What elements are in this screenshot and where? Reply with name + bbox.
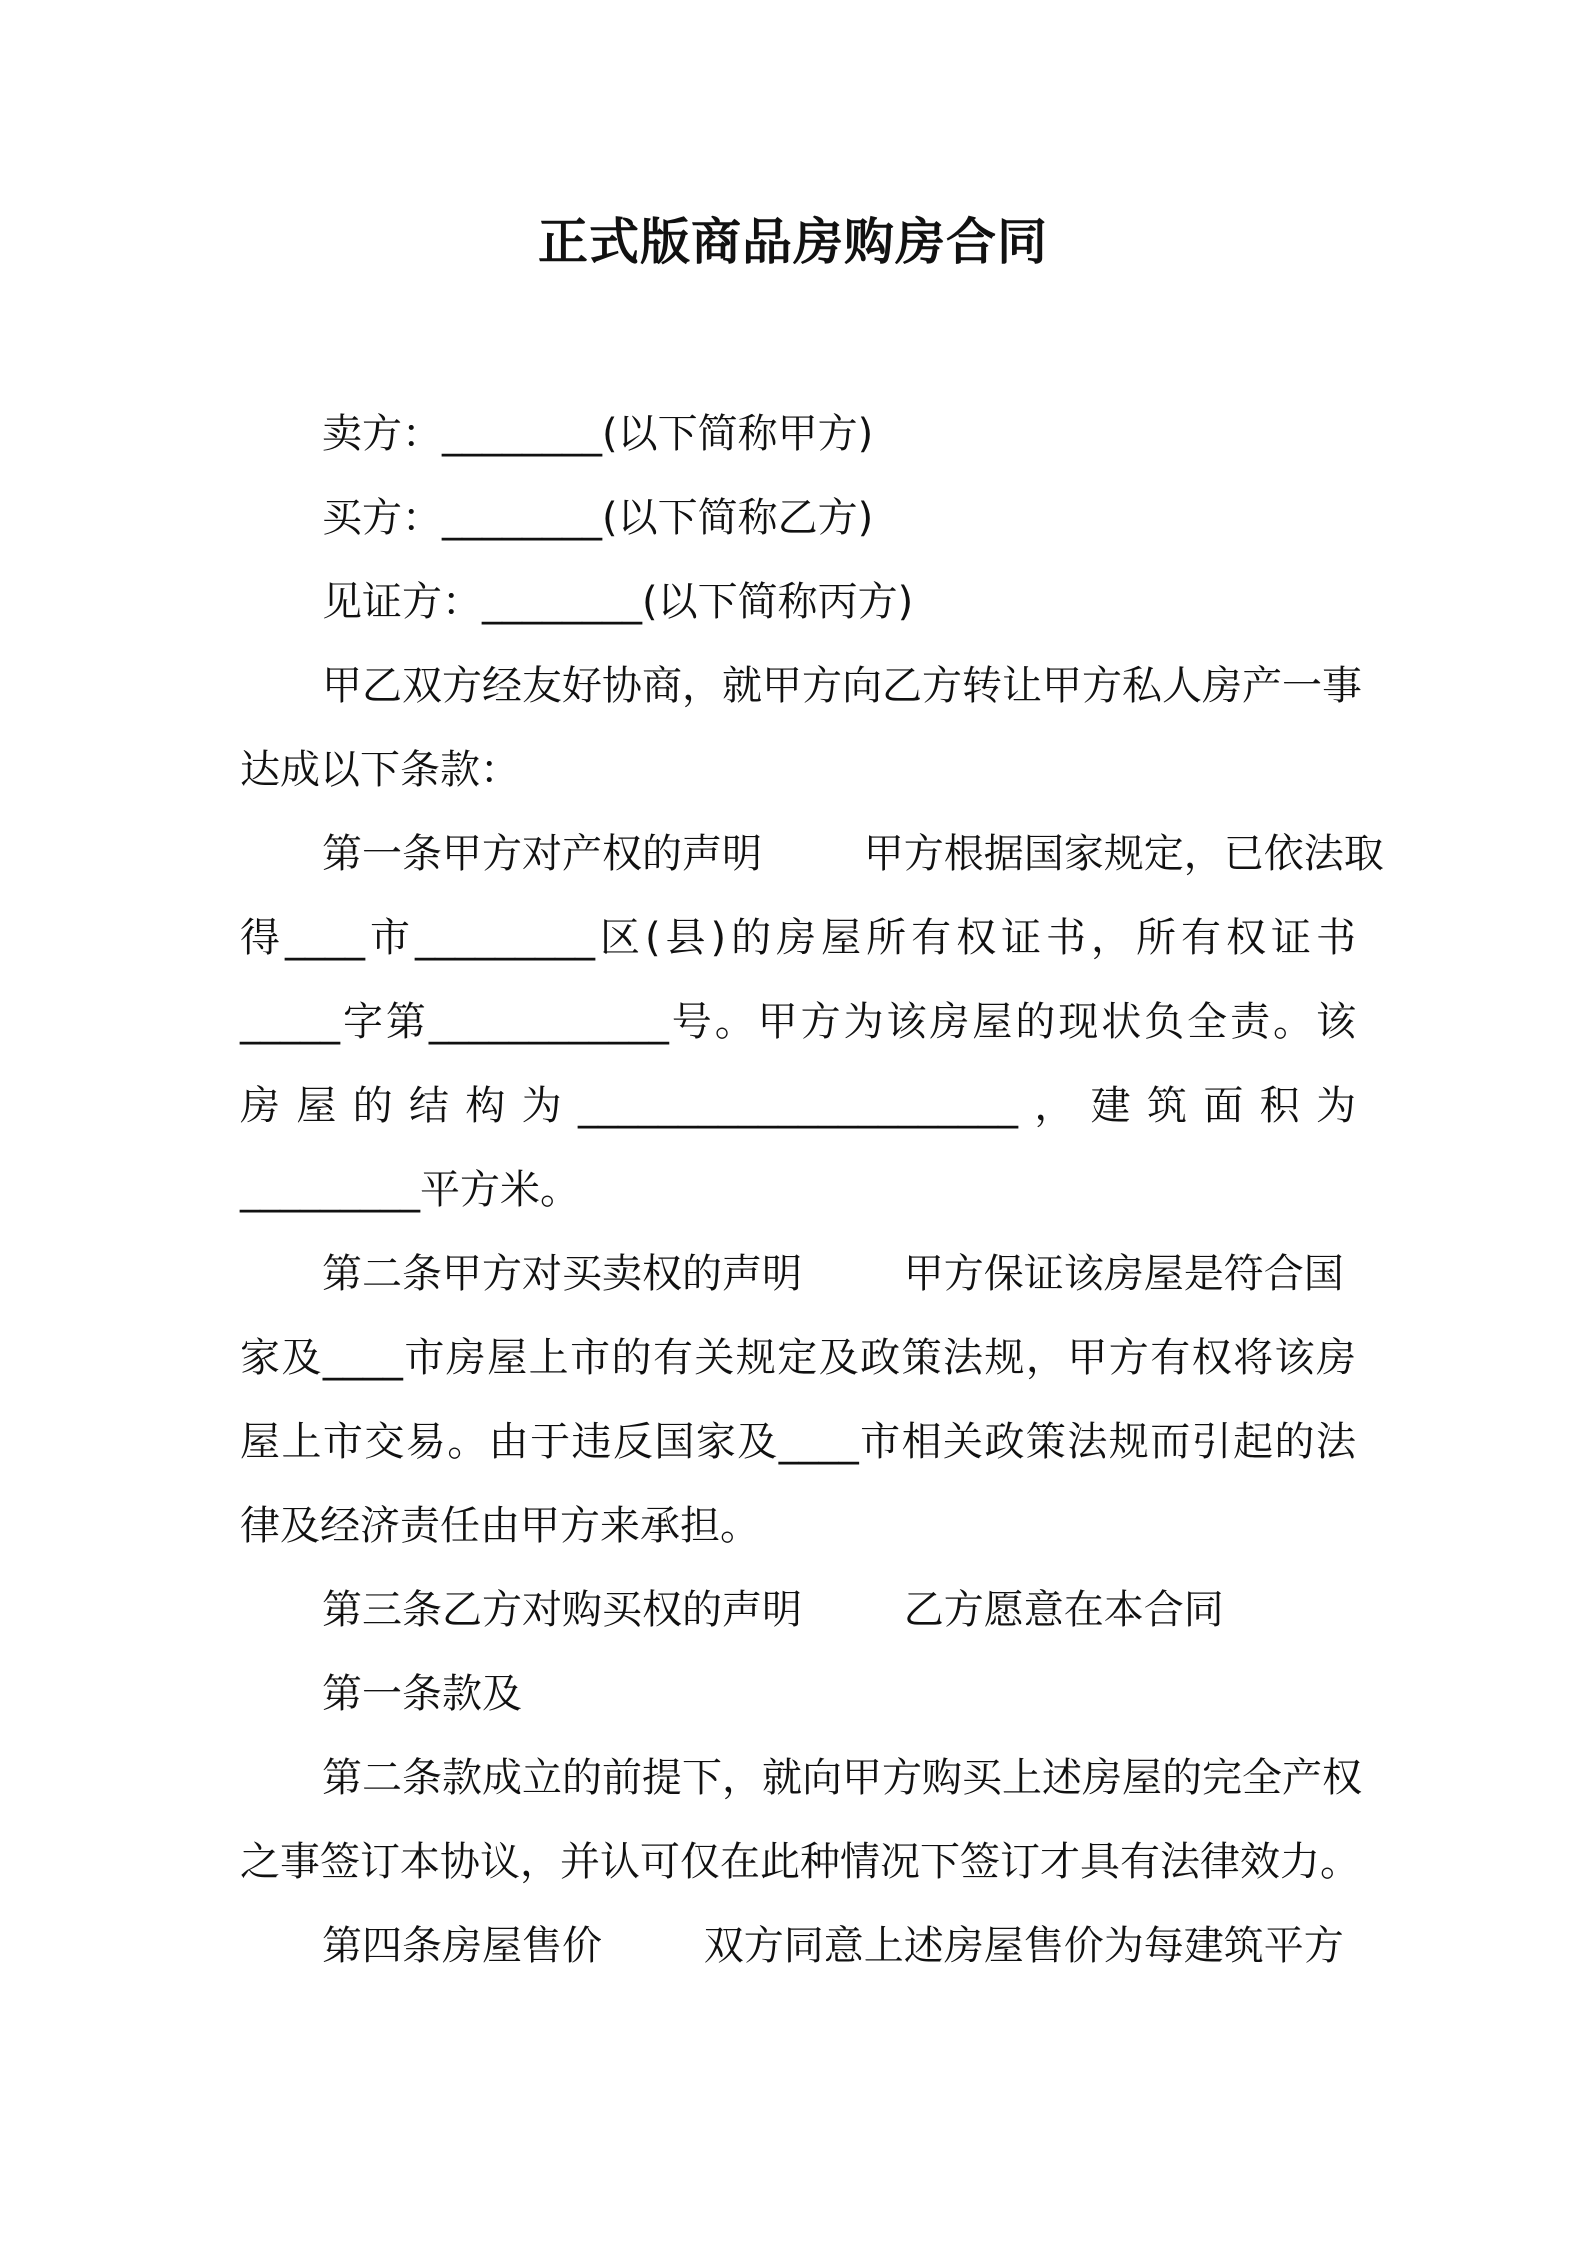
buyer-line: 买方：________(以下简称乙方) [322, 495, 874, 541]
paragraph-line: 第一条款及 [322, 1671, 522, 1717]
clause-4-heading-line: 第四条房屋售价 双方同意上述房屋售价为每建筑平方 [322, 1923, 1344, 1969]
paragraph-line: 达成以下条款： [240, 747, 520, 793]
paragraph-line: 之事签订本协议，并认可仅在此种情况下签订才具有法律效力。 [240, 1839, 1360, 1885]
paragraph-line: 第二条款成立的前提下，就向甲方购买上述房屋的完全产权 [322, 1755, 1362, 1801]
paragraph-line: _____字第____________号。甲方为该房屋的现状负全责。该 [240, 999, 1356, 1045]
document-title: 正式版商品房购房合同 [538, 213, 1048, 271]
paragraph-line: 得____市_________区(县)的房屋所有权证书，所有权证书 [240, 915, 1356, 961]
witness-line: 见证方：________(以下简称丙方) [322, 579, 914, 625]
document-body [240, 392, 1384, 1988]
clause-1-heading-line: 第一条甲方对产权的声明 甲方根据国家规定，已依法取 [322, 831, 1384, 877]
paragraph-line: 甲乙双方经友好协商，就甲方向乙方转让甲方私人房产一事 [322, 663, 1362, 709]
clause-3-heading-line: 第三条乙方对购买权的声明 乙方愿意在本合同 [322, 1587, 1224, 1633]
paragraph-line: 房屋的结构为______________________，建筑面积为 [240, 1083, 1356, 1129]
paragraph-line: 律及经济责任由甲方来承担。 [240, 1503, 760, 1549]
clause-2-heading-line: 第二条甲方对买卖权的声明 甲方保证该房屋是符合国 [322, 1251, 1344, 1297]
paragraph-line: 屋上市交易。由于违反国家及____市相关政策法规而引起的法 [240, 1419, 1356, 1465]
seller-line: 卖方：________(以下简称甲方) [322, 411, 874, 457]
paragraph-line: _________平方米。 [240, 1167, 580, 1213]
paragraph-line: 家及____市房屋上市的有关规定及政策法规，甲方有权将该房 [240, 1335, 1356, 1381]
